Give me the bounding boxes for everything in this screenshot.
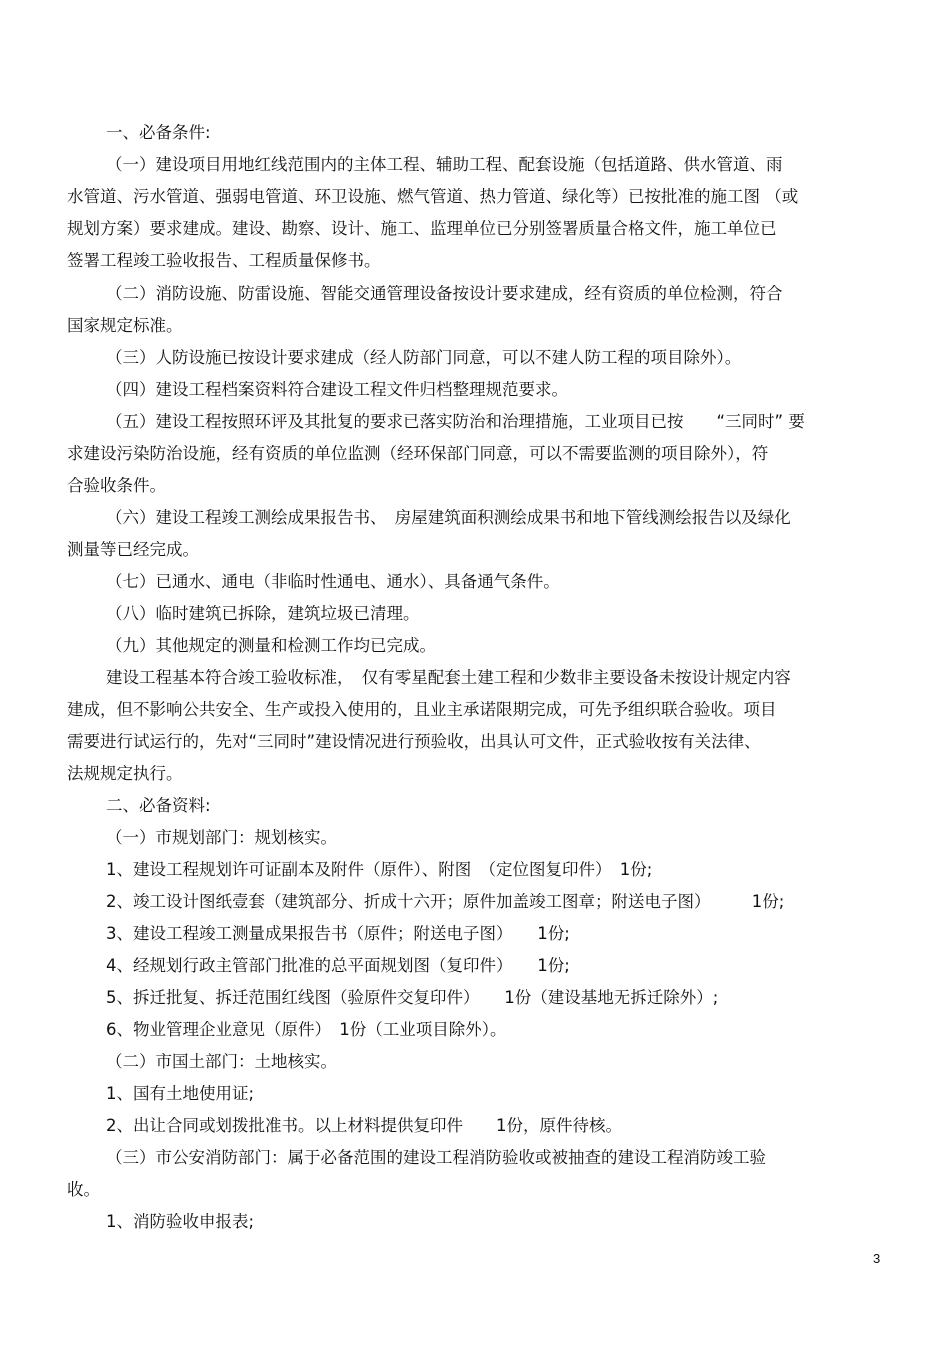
text-line: （八）临时建筑已拆除，建筑垃圾已清理。 (106, 604, 420, 623)
list-item: 4、经规划行政主管部门批准的总平面规划图（复印件） 1份; (106, 956, 570, 975)
text-line: （九）其他规定的测量和检测工作均已完成。 (106, 636, 436, 655)
text-line: （一）建设项目用地红线范围内的主体工程、辅助工程、配套设施（包括道路、供水管道、雨 (106, 155, 783, 174)
list-item: 2、竣工设计图纸壹套（建筑部分、折成十六开；原件加盖竣工图章；附送电子图） 1份; (106, 892, 785, 911)
text-line: 建成，但不影响公共安全、生产或投入使用的，且业主承诺限期完成，可先予组织联合验收。项目 (67, 700, 777, 719)
subsection-heading: （一）市规划部门：规划核实。 (106, 828, 337, 847)
text-line: （六）建设工程竣工测绘成果报告书、 房屋建筑面积测绘成果书和地下管线测绘报告以及绿化 (106, 508, 791, 527)
list-item: 1、建设工程规划许可证副本及附件（原件）、附图 （定位图复印件） 1份; (106, 860, 653, 879)
list-item: 1、消防验收申报表; (106, 1212, 255, 1231)
text-line: 测量等已经完成。 (67, 540, 199, 559)
text-line: 需要进行试运行的，先对“三同时”建设情况进行预验收，出具认可文件，正式验收按有关法律、 (67, 732, 761, 751)
section-heading: 二、必备资料: (106, 796, 211, 815)
text-line: 水管道、污水管道、强弱电管道、环卫设施、燃气管道、热力管道、绿化等）已按批准的施工图 （或 (67, 187, 799, 206)
text-line: （三）人防设施已按设计要求建成（经人防部门同意，可以不建人防工程的项目除外）。 (106, 348, 742, 367)
list-item: 6、物业管理企业意见（原件） 1份（工业项目除外）。 (106, 1020, 507, 1039)
list-item: 2、出让合同或划拨批准书。以上材料提供复印件 1份，原件待核。 (106, 1116, 622, 1135)
subsection-heading: （三）市公安消防部门：属于必备范围的建设工程消防验收或被抽查的建设工程消防竣工验 (106, 1148, 766, 1167)
subsection-heading: （二）市国土部门：土地核实。 (106, 1052, 337, 1071)
text-line: 签署工程竣工验收报告、工程质量保修书。 (67, 251, 381, 270)
text-line: （五）建设工程按照环评及其批复的要求已落实防治和治理措施，工业项目已按 “三同时” 要 (106, 412, 805, 431)
text-line: （二）消防设施、防雷设施、智能交通管理设备按设计要求建成，经有资质的单位检测，符合 (106, 284, 783, 303)
text-line: 法规规定执行。 (67, 764, 183, 783)
text-line: （七）已通水、通电（非临时性通电、通水）、具备通气条件。 (106, 572, 560, 591)
text-line: 收。 (67, 1180, 100, 1199)
text-line: 规划方案）要求建成。建设、勘察、设计、施工、监理单位已分别签署质量合格文件，施工单位已 (67, 219, 777, 238)
section-heading: 一、必备条件: (106, 123, 211, 142)
text-line: 求建设污染防治设施，经有资质的单位监测（经环保部门同意，可以不需要监测的项目除外），符 (67, 444, 769, 463)
text-line: 建设工程基本符合竣工验收标准， 仅有零星配套土建工程和少数非主要设备未按设计规定内容 (106, 668, 791, 687)
text-line: 国家规定标准。 (67, 316, 183, 335)
text-line: （四）建设工程档案资料符合建设工程文件归档整理规范要求。 (106, 380, 568, 399)
page-number: 3 (873, 1251, 881, 1266)
list-item: 1、国有土地使用证; (106, 1084, 255, 1103)
list-item: 5、拆迁批复、拆迁范围红线图（验原件交复印件） 1份（建设基地无拆迁除外）; (106, 988, 719, 1007)
text-line: 合验收条件。 (67, 476, 166, 495)
list-item: 3、建设工程竣工测量成果报告书（原件；附送电子图） 1份; (106, 924, 570, 943)
